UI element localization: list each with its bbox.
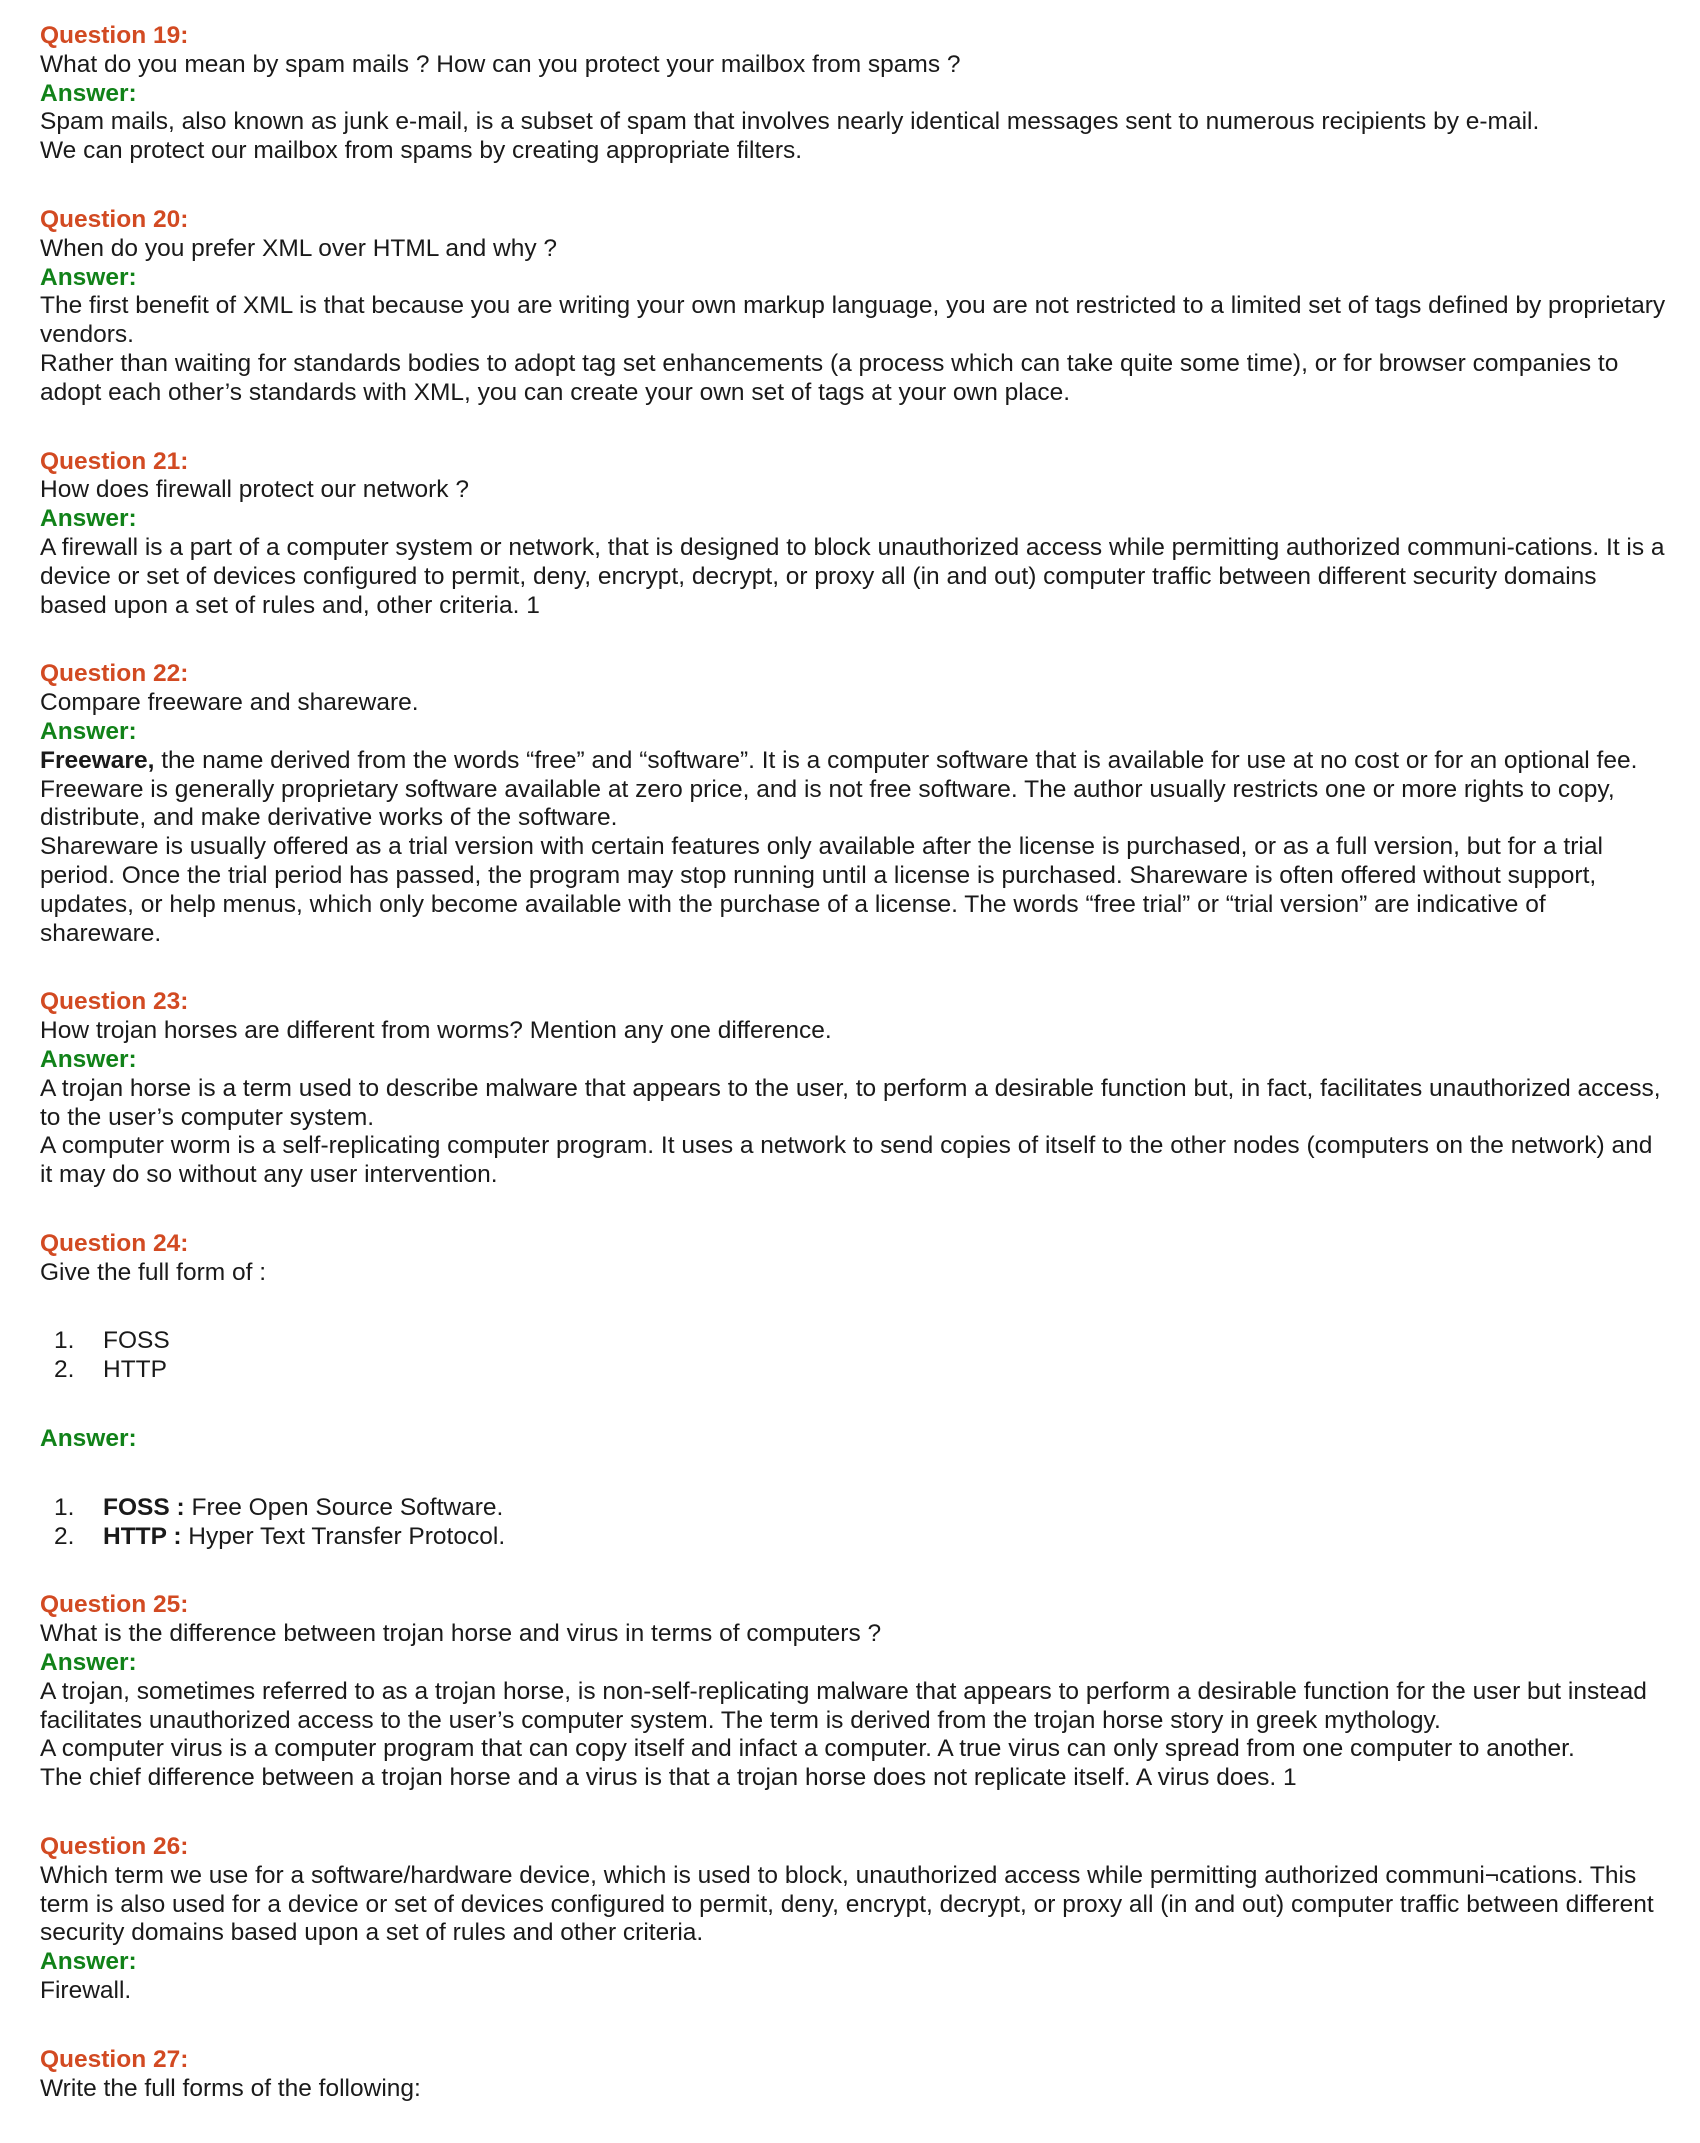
question-23-block <box>40 988 1670 1190</box>
question-text: When do you prefer XML over HTML and why ? <box>40 234 558 262</box>
question-21-block <box>40 448 1670 621</box>
question-24-block <box>40 1230 1670 1552</box>
list-item <box>40 1356 1670 1385</box>
question-heading: Question 25: <box>40 1591 189 1619</box>
question-26-block <box>40 1833 1670 2006</box>
answer-heading: Answer: <box>40 1649 137 1677</box>
answer-text: The chief difference between a trojan horse and a virus is that a trojan horse does not replicate itself. A virus does. 1 <box>40 1764 1297 1792</box>
answer-heading: Answer: <box>40 1948 137 1976</box>
answer-heading: Answer: <box>40 1045 137 1073</box>
answer-text: Spam mails, also known as junk e-mail, is a subset of spam that involves nearly identical messages sent to numerous recipients by e-mail. <box>40 108 1540 136</box>
list-text: Free Open Source Software. <box>184 1493 504 1521</box>
question-text: How trojan horses are different from worms? Mention any one difference. <box>40 1017 832 1045</box>
list-text: HTTP <box>103 1356 167 1384</box>
answer-text: Firewall. <box>40 1977 132 2005</box>
question-25-block <box>40 1591 1670 1793</box>
list-term: HTTP : <box>103 1522 182 1550</box>
list-text: Hyper Text Transfer Protocol. <box>181 1522 506 1550</box>
question-heading: Question 21: <box>40 447 189 475</box>
answer-text: Rather than waiting for standards bodies to adopt tag set enhancements (a process which can take quite some time), or for browser companies to adopt each other’s standards with XML, you can create your own set of tags at your own place. <box>40 349 1619 406</box>
list-item <box>40 1494 1670 1523</box>
question-27-block <box>40 2046 1670 2104</box>
question-heading: Question 23: <box>40 988 189 1016</box>
question-text: Give the full form of : <box>40 1258 267 1286</box>
document-page <box>40 22 1670 2143</box>
answer-text: A computer worm is a self-replicating computer program. It uses a network to send copies of itself to the other nodes (computers on the network) and it may do so without any user intervention. <box>40 1132 1653 1189</box>
list-number: 2. <box>54 1356 75 1384</box>
answer-text: A computer virus is a computer program that can copy itself and infact a computer. A true virus can only spread from one computer to another. <box>40 1735 1575 1763</box>
list-item <box>40 1523 1670 1552</box>
freeware-term: Freeware, <box>40 746 155 774</box>
list-text: FOSS <box>103 1327 170 1355</box>
question-text: What do you mean by spam mails ? How can you protect your mailbox from spams ? <box>40 50 961 78</box>
answer-text <box>40 747 1670 833</box>
list-number: 1. <box>54 1327 75 1355</box>
question-text: Write the full forms of the following: <box>40 2074 421 2102</box>
question-text: Which term we use for a software/hardware device, which is used to block, unauthorized access while permitting authorized communi¬cations. This term is also used for a device or set of devices configured to permit, deny, encrypt, decrypt, or proxy all (in and out) computer traffic between different security domains based upon a set of rules and other criteria. <box>40 1861 1654 1947</box>
question-text: How does firewall protect our network ? <box>40 476 469 504</box>
answer-text: Shareware is usually offered as a trial version with certain features only available after the license is purchased, or as a full version, but for a trial period. Once the trial period has passed, the program may stop running until a license is purchased. Shareware is often offered without support, updates, or help menus, which only become available with the purchase of a license. The words “free trial” or “trial version” are indicative of shareware. <box>40 833 1603 947</box>
answer-text: A firewall is a part of a computer system or network, that is designed to block unauthorized access while permitting authorized communi-cations. It is a device or set of devices configured to permit, deny, encrypt, decrypt, or proxy all (in and out) computer traffic between different security domains based upon a set of rules and, other criteria. 1 <box>40 533 1665 619</box>
question-19-block <box>40 22 1670 166</box>
answer-heading: Answer: <box>40 717 137 745</box>
question-heading: Question 19: <box>40 22 189 49</box>
question-heading: Question 26: <box>40 1833 189 1861</box>
answer-text: A trojan, sometimes referred to as a trojan horse, is non-self-replicating malware that appears to perform a desirable function for the user but instead facilitates unauthorized access to the user’s computer system. The term is derived from the trojan horse story in greek mythology. <box>40 1677 1647 1734</box>
list-term: FOSS : <box>103 1493 185 1521</box>
answer-heading: Answer: <box>40 263 137 291</box>
question-list <box>40 1327 1670 1385</box>
question-heading: Question 22: <box>40 660 189 688</box>
question-22-block <box>40 660 1670 948</box>
question-heading: Question 27: <box>40 2045 189 2073</box>
answer-text: The first benefit of XML is that because you are writing your own markup language, you are not restricted to a limited set of tags defined by proprietary vendors. <box>40 292 1666 349</box>
list-item <box>40 1327 1670 1356</box>
answer-heading: Answer: <box>40 79 137 107</box>
question-heading: Question 20: <box>40 205 189 233</box>
answer-text: We can protect our mailbox from spams by creating appropriate filters. <box>40 137 803 165</box>
question-text: Compare freeware and shareware. <box>40 689 419 717</box>
question-heading: Question 24: <box>40 1229 189 1257</box>
answer-heading: Answer: <box>40 1425 137 1453</box>
question-text: What is the difference between trojan horse and virus in terms of computers ? <box>40 1620 882 1648</box>
answer-text: A trojan horse is a term used to describe malware that appears to the user, to perform a desirable function but, in fact, facilitates unauthorized access, to the user’s computer system. <box>40 1074 1661 1131</box>
freeware-definition: the name derived from the words “free” and “software”. It is a computer software that is available for use at no cost or for an optional fee. Freeware is generally proprietary software available at zero price, and is not free software. The author usually restricts one or more rights to copy, distribute, and make derivative works of the software. <box>40 746 1638 832</box>
list-number: 2. <box>54 1522 75 1550</box>
answer-heading: Answer: <box>40 505 137 533</box>
list-number: 1. <box>54 1493 75 1521</box>
answer-list <box>40 1494 1670 1552</box>
question-20-block <box>40 206 1670 408</box>
